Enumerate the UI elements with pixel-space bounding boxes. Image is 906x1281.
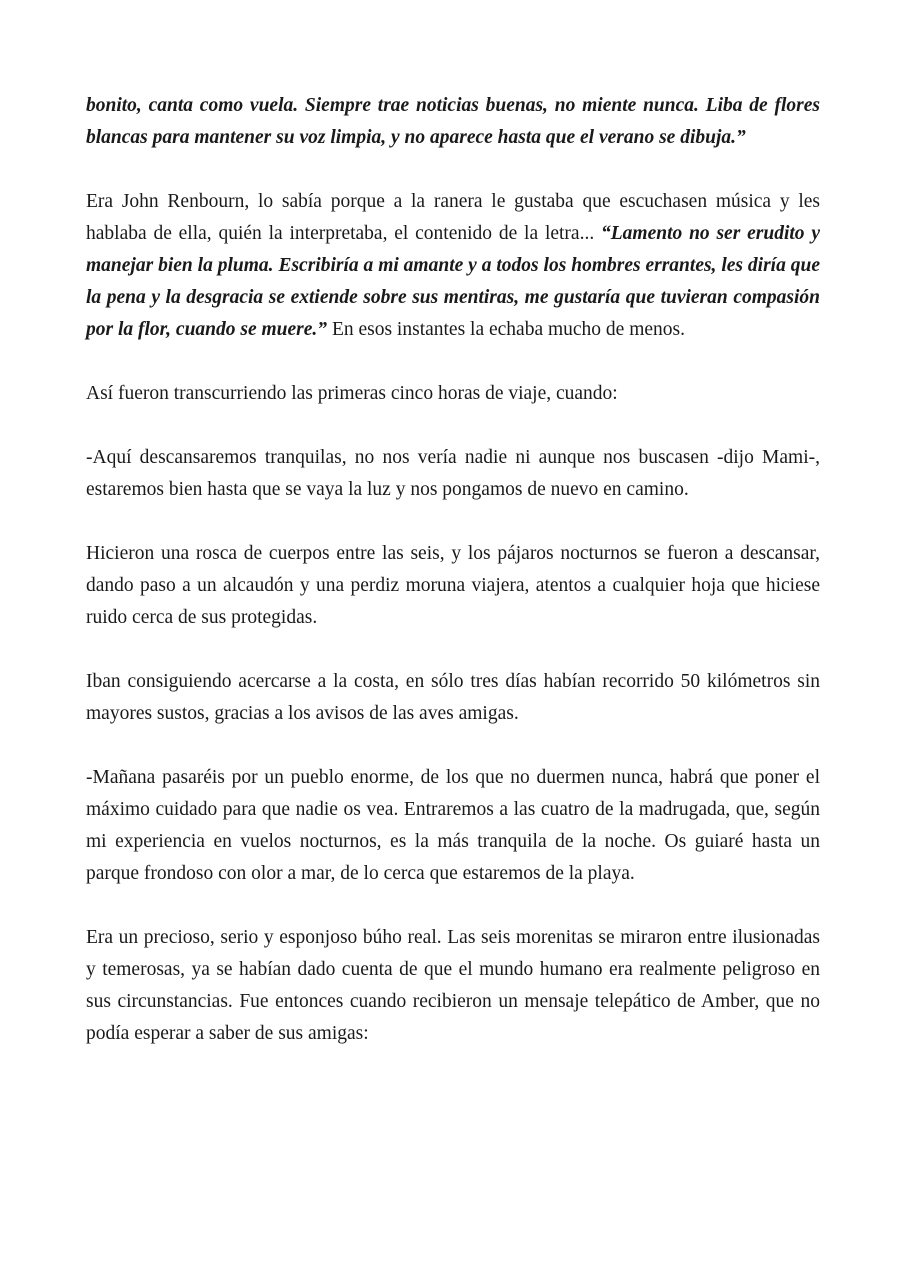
document-page <box>86 90 820 1082</box>
paragraph-3 <box>86 378 820 410</box>
paragraph-1 <box>86 90 820 154</box>
body-text: Así fueron transcurriendo las primeras cinco horas de viaje, cuando: <box>86 383 618 404</box>
paragraph-6 <box>86 666 820 730</box>
bold-italic-text: bonito, canta como vuela. Siempre trae noticias buenas, no miente nunca. Liba de flores blancas para mantener su voz limpia, y no aparece hasta que el verano se dibuja.” <box>86 95 820 148</box>
paragraph-5 <box>86 538 820 634</box>
paragraph-2 <box>86 186 820 346</box>
body-text: -Mañana pasaréis por un pueblo enorme, de los que no duermen nunca, habrá que poner el máximo cuidado para que nadie os vea. Entraremos a las cuatro de la madrugada, que, según mi experiencia en vuelos nocturnos, es la más tranquila de la noche. Os guiaré hasta un parque frondoso con olor a mar, de lo cerca que estaremos de la playa. <box>86 767 820 884</box>
paragraph-7 <box>86 762 820 890</box>
paragraph-8 <box>86 922 820 1050</box>
body-text: Hicieron una rosca de cuerpos entre las seis, y los pájaros nocturnos se fueron a descansar, dando paso a un alcaudón y una perdiz moruna viajera, atentos a cualquier hoja que hiciese ruido cerca de sus protegidas. <box>86 543 820 628</box>
body-text: Era un precioso, serio y esponjoso búho real. Las seis morenitas se miraron entre ilusionadas y temerosas, ya se habían dado cuenta de que el mundo humano era realmente peligroso en sus circunstancias. Fue entonces cuando recibieron un mensaje telepático de Amber, que no podía esperar a saber de sus amigas: <box>86 927 820 1044</box>
body-text: -Aquí descansaremos tranquilas, no nos vería nadie ni aunque nos buscasen -dijo Mami-, estaremos bien hasta que se vaya la luz y nos pongamos de nuevo en camino. <box>86 447 820 500</box>
paragraph-4 <box>86 442 820 506</box>
body-text: Era John Renbourn, lo sabía porque a la ranera le gustaba que escuchasen música y les hablaba de ella, quién la interpretaba, el contenido de la letra... <box>86 191 820 244</box>
bold-italic-quote: “Lamento no ser erudito y manejar bien la pluma. Escribiría a mi amante y a todos los hombres errantes, les diría que la pena y la desgracia se extiende sobre sus mentiras, me gustaría que tuvieran compasión por la flor, cuando se muere.” <box>86 223 820 340</box>
body-text: En esos instantes la echaba mucho de menos. <box>327 319 686 340</box>
body-text: Iban consiguiendo acercarse a la costa, en sólo tres días habían recorrido 50 kilómetros sin mayores sustos, gracias a los avisos de las aves amigas. <box>86 671 820 724</box>
